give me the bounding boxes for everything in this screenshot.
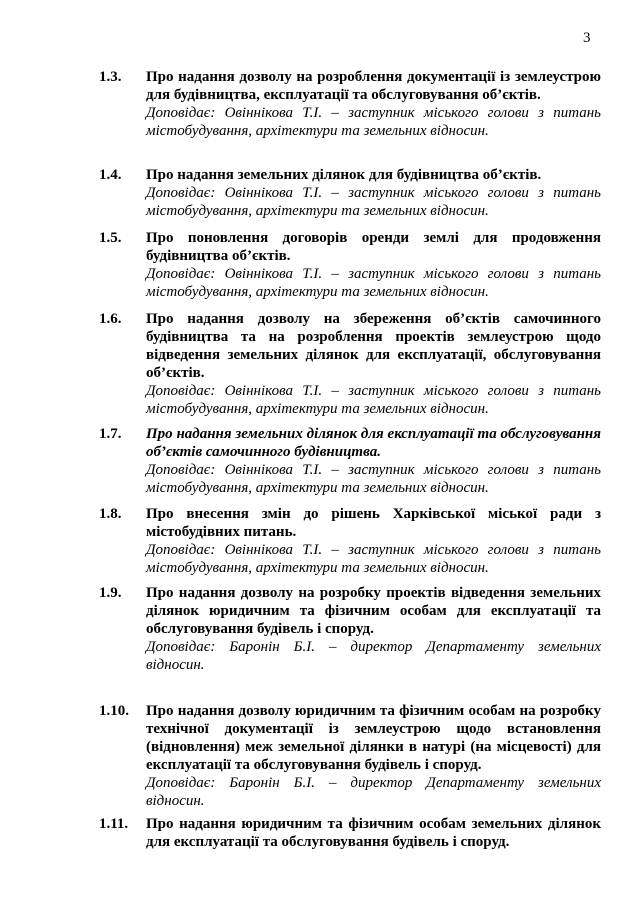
item-title: Про внесення змін до рішень Харківської міської ради з містобудівних питань. [146, 506, 601, 540]
item-number: 1.10. [99, 703, 129, 719]
item-speaker: Доповідає: Овіннікова Т.І. – заступник міського голови з питань містобудування, архітектури та земельних відносин. [146, 185, 601, 219]
page-number: 3 [583, 30, 591, 46]
item-title: Про надання земельних ділянок для експлуатації та обслуговування об’єктів самочинного будівництва. [146, 426, 601, 460]
item-speaker: Доповідає: Овіннікова Т.І. – заступник міського голови з питань містобудування, архітектури та земельних відносин. [146, 542, 601, 576]
item-number: 1.3. [99, 69, 122, 85]
item-number: 1.7. [99, 426, 122, 442]
item-number: 1.8. [99, 506, 122, 522]
item-title: Про надання дозволу на збереження об’єктів самочинного будівництва та на розроблення проектів землеустрою щодо відведення земельних ділянок для експлуатації, обслуговування об’єктів. [146, 311, 601, 381]
item-title: Про надання юридичним та фізичним особам земельних ділянок для експлуатації та обслуговування будівель і споруд. [146, 816, 601, 850]
item-speaker: Доповідає: Овіннікова Т.І. – заступник міського голови з питань містобудування, архітектури та земельних відносин. [146, 383, 601, 417]
item-speaker: Доповідає: Овіннікова Т.І. – заступник міського голови з питань містобудування, архітектури та земельних відносин. [146, 462, 601, 496]
item-title: Про надання земельних ділянок для будівництва об’єктів. [146, 167, 542, 183]
item-title: Про надання дозволу на розробку проектів відведення земельних ділянок юридичним та фізичним особам для експлуатації та обслуговування будівель і споруд. [146, 585, 601, 637]
item-speaker: Доповідає: Баронін Б.І. – директор Департаменту земельних відносин. [146, 639, 601, 673]
item-number: 1.11. [99, 816, 129, 832]
item-title: Про надання дозволу на розроблення документації із землеустрою для будівництва, експлуатації та обслуговування об’єктів. [146, 69, 601, 103]
item-title: Про поновлення договорів оренди землі для продовження будівництва об’єктів. [146, 230, 601, 264]
item-speaker: Доповідає: Баронін Б.І. – директор Департаменту земельних відносин. [146, 775, 601, 809]
item-number: 1.9. [99, 585, 122, 601]
item-number: 1.5. [99, 230, 122, 246]
item-speaker: Доповідає: Овіннікова Т.І. – заступник міського голови з питань містобудування, архітектури та земельних відносин. [146, 105, 601, 139]
item-number: 1.4. [99, 167, 122, 183]
item-speaker: Доповідає: Овіннікова Т.І. – заступник міського голови з питань містобудування, архітектури та земельних відносин. [146, 266, 601, 300]
item-number: 1.6. [99, 311, 122, 327]
item-title: Про надання дозволу юридичним та фізичним особам на розробку технічної документації із землеустрою щодо встановлення (відновлення) меж земельної ділянки в натурі (на місцевості) для експлуатації та обслуговування будівель і споруд. [146, 703, 601, 773]
